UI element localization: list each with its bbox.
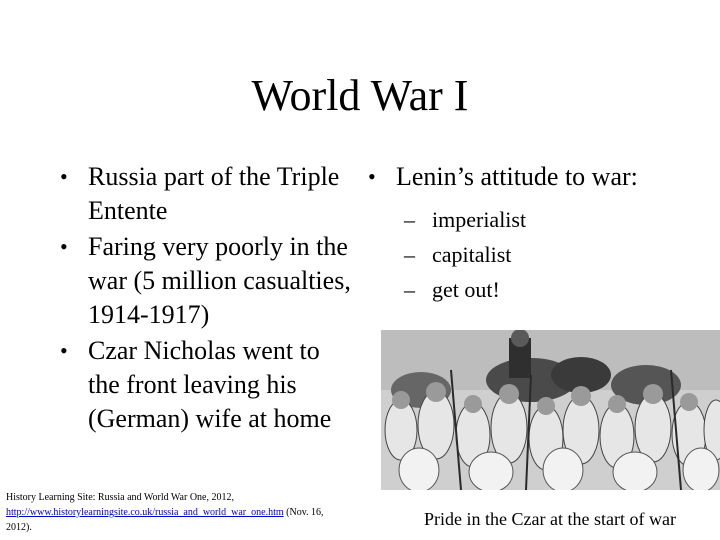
dash-icon: – xyxy=(404,242,415,267)
photo-caption: Pride in the Czar at the start of war xyxy=(424,509,676,529)
bullet-item xyxy=(366,160,666,194)
dash-icon: – xyxy=(404,277,415,302)
right-bullet-list xyxy=(366,160,666,194)
sub-bullet-text: imperialist xyxy=(432,207,527,232)
sub-bullet-item xyxy=(404,202,666,237)
bullet-text: Lenin’s attitude to war: xyxy=(396,162,638,191)
bullet-icon: • xyxy=(60,234,68,259)
bullet-item xyxy=(58,160,358,228)
citation xyxy=(6,490,336,535)
sub-bullet-text: get out! xyxy=(432,277,500,302)
historical-photo xyxy=(381,330,720,490)
citation-text: History Learning Site: Russia and World War One, 2012, xyxy=(6,492,234,503)
bullet-icon: • xyxy=(60,338,68,363)
left-column xyxy=(58,160,358,438)
bullet-icon: • xyxy=(368,164,376,189)
bullet-icon: • xyxy=(60,164,68,189)
bullet-text: Faring very poorly in the war (5 million casualties, 1914-1917) xyxy=(88,232,351,329)
citation-link[interactable]: http://www.historylearningsite.co.uk/russia_and_world_war_one.htm xyxy=(6,507,284,518)
sub-bullet-list xyxy=(366,202,666,307)
right-column xyxy=(366,160,666,307)
sub-bullet-text: capitalist xyxy=(432,242,512,267)
bullet-text: Czar Nicholas went to the front leaving his (German) wife at home xyxy=(88,336,332,433)
soldiers-photo-image xyxy=(381,330,720,490)
slide-title: World War I xyxy=(251,71,469,120)
sub-bullet-item xyxy=(404,237,666,272)
bullet-text: Russia part of the Triple Entente xyxy=(88,162,340,225)
dash-icon: – xyxy=(404,207,415,232)
citation-date: (Nov. 16, 2012). xyxy=(6,507,324,533)
bullet-item xyxy=(58,334,358,436)
bullet-item xyxy=(58,230,358,332)
sub-bullet-item xyxy=(404,272,666,307)
left-bullet-list xyxy=(58,160,358,436)
